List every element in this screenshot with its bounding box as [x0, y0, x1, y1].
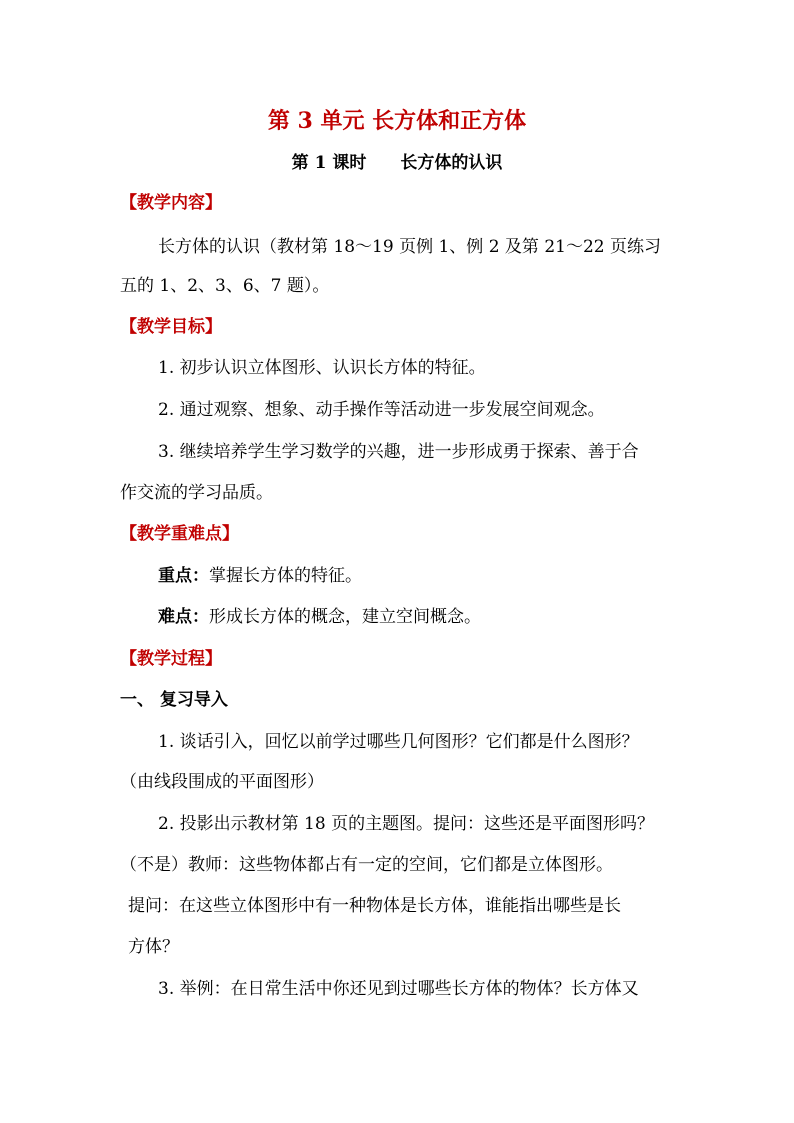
key-point-label: 重点：	[158, 566, 209, 586]
goal-item-3-line-2: 作交流的学习品质。	[120, 483, 273, 503]
goals-heading: 【教学目标】	[120, 317, 222, 337]
step-2-line-4: 方体？	[128, 937, 179, 957]
key-point-text: 掌握长方体的特征。	[209, 566, 362, 586]
step-1-line-1: 1. 谈话引入，回忆以前学过哪些几何图形？它们都是什么图形？	[158, 732, 639, 752]
goal-item-3-line-1: 3. 继续培养学生学习数学的兴趣，进一步形成勇于探索、善于合	[158, 442, 639, 462]
step-2-line-1: 2. 投影出示教材第 18 页的主题图。提问：这些还是平面图形吗？	[158, 814, 655, 834]
content-line-1: 长方体的认识（教材第 18～19 页例 1、例 2 及第 21～22 页练习	[158, 237, 661, 257]
content-heading: 【教学内容】	[120, 193, 222, 213]
process-part-1-title: 一、 复习导入	[120, 690, 228, 710]
key-points-heading: 【教学重难点】	[120, 524, 239, 544]
difficult-point	[158, 606, 481, 628]
difficult-point-text: 形成长方体的概念，建立空间概念。	[209, 607, 481, 627]
difficult-point-label: 难点：	[158, 607, 209, 627]
step-2-line-2: （不是）教师：这些物体都占有一定的空间，它们都是立体图形。	[120, 855, 613, 875]
process-heading: 【教学过程】	[120, 649, 222, 669]
content-line-2: 五的 1、2、3、6、7 题）。	[120, 276, 330, 296]
unit-title: 第 3 单元 长方体和正方体	[267, 108, 527, 134]
goal-item-2: 2. 通过观察、想象、动手操作等活动进一步发展空间观念。	[158, 400, 605, 420]
lesson-number: 第 1 课时	[291, 153, 367, 173]
step-2-line-3: 提问：在这些立体图形中有一种物体是长方体，谁能指出哪些是长	[128, 896, 621, 916]
lesson-subtitle	[0, 148, 794, 173]
key-point	[158, 565, 362, 587]
step-1-line-2: （由线段围成的平面图形）	[120, 772, 324, 792]
goal-item-1: 1. 初步认识立体图形、认识长方体的特征。	[158, 358, 486, 378]
step-3-line-1: 3. 举例：在日常生活中你还见到过哪些长方体的物体？长方体又	[158, 979, 639, 999]
lesson-name: 长方体的认识	[400, 153, 503, 173]
